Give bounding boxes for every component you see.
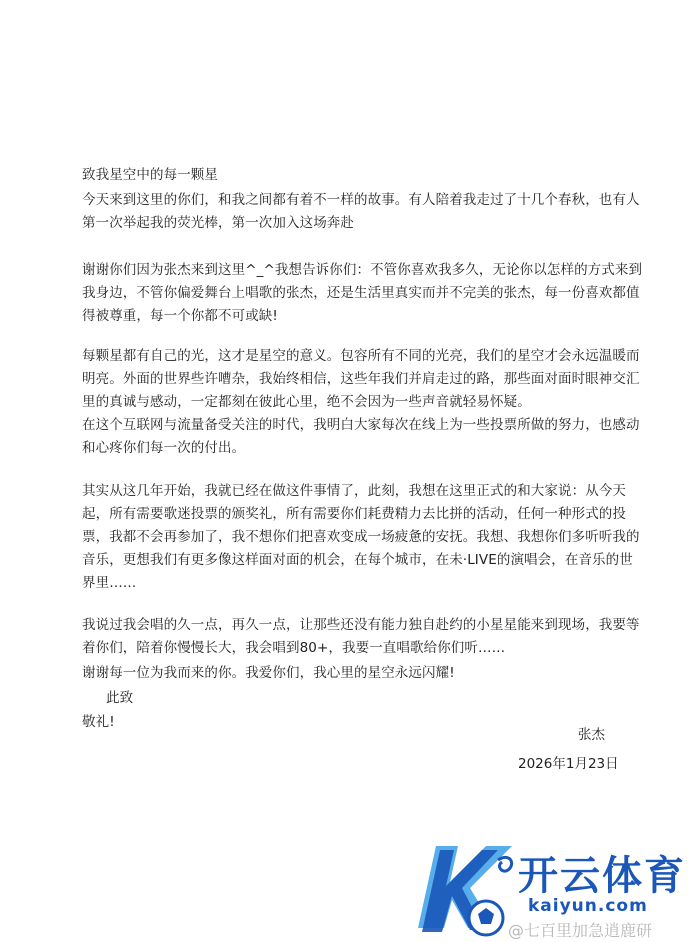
brand-url: kaiyun.com [528, 896, 648, 916]
letter-line: 谢谢你们因为张杰来到这里^_^我想告诉你们：不管你喜欢我多久，无论你以怎样的方式来到 [82, 262, 643, 278]
signature: 张杰 [578, 727, 605, 743]
letter-line: 票，我都不会再参加了，我不想你们把喜欢变成一场疲惫的安抚。我想、我想你们多听听我的 [82, 529, 640, 545]
letter-line: 起，所有需要歌迷投票的颁奖礼，所有需要你们耗费精力去比拼的活动，任何一种形式的投 [82, 506, 626, 522]
letter-line: 界里…… [82, 575, 137, 591]
letter-line: 谢谢每一位为我而来的你。我爱你们，我心里的星空永远闪耀! [82, 665, 455, 681]
letter-line: 着你们，陪着你慢慢长大，我会唱到80+，我要一直唱歌给你们听…… [82, 640, 506, 656]
letter-date: 2026年1月23日 [518, 756, 619, 772]
letter-salutation: 致我星空中的每一颗星 [82, 167, 218, 183]
watermark [400, 836, 690, 942]
letter-line: 在这个互联网与流量备受关注的时代，我明白大家每次在线上为一些投票所做的努力，也感动 [82, 417, 640, 433]
brand-name: 开云体育 [518, 853, 686, 899]
letter-line: 每颗星都有自己的光，这才是星空的意义。包容所有不同的光亮，我们的星空才会永远温暖而 [82, 348, 640, 364]
closing-salute: 敬礼! [82, 714, 115, 730]
letter-line: 明亮。外面的世界些许嘈杂，我始终相信，这些年我们并肩走过的路，那些面对面时眼神交汇 [82, 371, 640, 387]
letter-line: 和心疼你们每一次的付出。 [82, 440, 246, 456]
weibo-handle: @七百里加急逍鹿研 [508, 921, 653, 940]
letter-line: 其实从这几年开始，我就已经在做这件事情了，此刻，我想在这里正式的和大家说：从今天 [82, 483, 626, 499]
brand-logo-icon [400, 836, 520, 942]
letter-line: 我身边，不管你偏爱舞台上唱歌的张杰，还是生活里真实而并不完美的张杰，每一份喜欢都值 [82, 285, 640, 301]
letter-line: 里的真诚与感动，一定都刻在彼此心里，绝不会因为一些声音就轻易怀疑。 [82, 394, 531, 410]
letter-line: 音乐，更想我们有更多像这样面对面的机会，在每个城市，在未·LIVE的演唱会，在音乐的世 [82, 552, 633, 568]
letter-line: 第一次举起我的荧光棒，第一次加入这场奔赴 [82, 215, 354, 231]
letter-line: 今天来到这里的你们，和我之间都有着不一样的故事。有人陪着我走过了十几个春秋，也有人 [82, 192, 640, 208]
letter-line: 得被尊重，每一个你都不可或缺! [82, 308, 278, 324]
closing-greeting: 此致 [106, 690, 134, 706]
letter-line: 我说过我会唱的久一点，再久一点，让那些还没有能力独自赴约的小星星能来到现场，我要等 [82, 617, 640, 633]
